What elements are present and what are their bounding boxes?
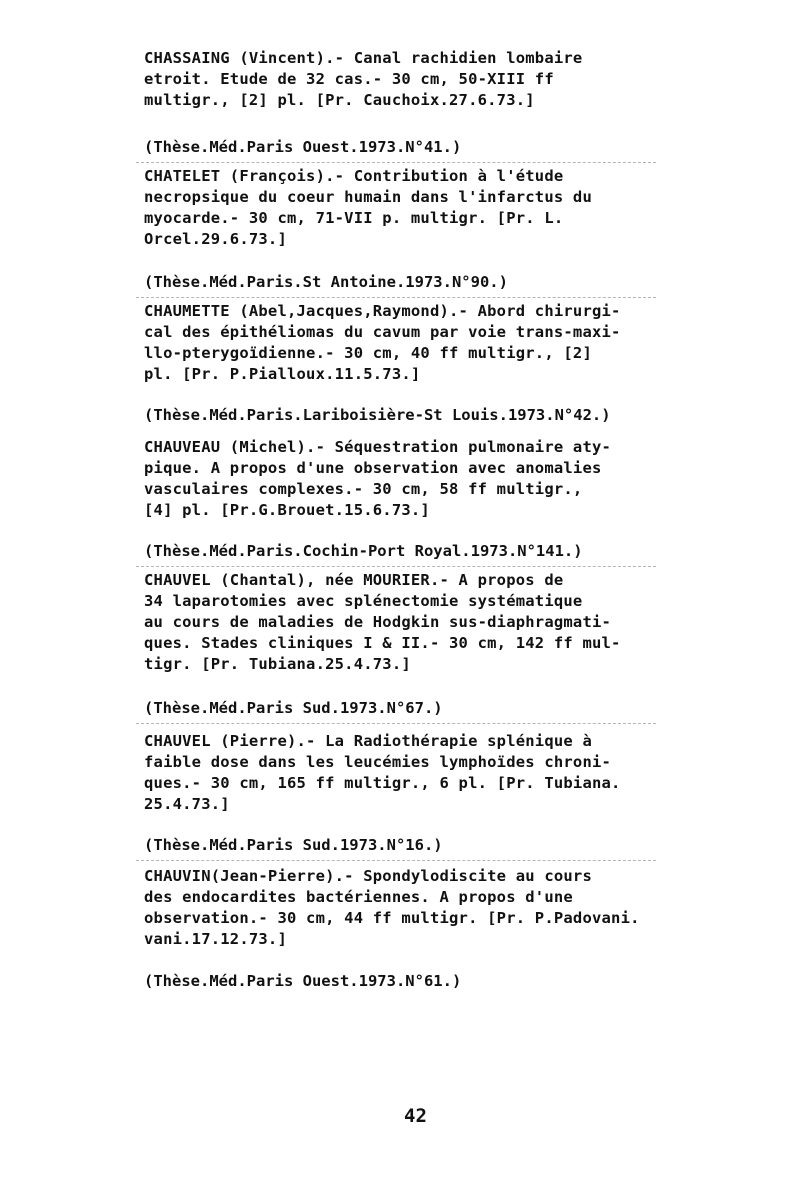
- entry-line: [4] pl. [Pr.G.Brouet.15.6.73.]: [144, 501, 430, 519]
- entry-line: ques.- 30 cm, 165 ff multigr., 6 pl. [Pr. Tubiana.: [144, 774, 621, 792]
- bibliography-entry: [144, 301, 664, 385]
- separator-rule: [136, 162, 656, 163]
- entry-line: etroit. Etude de 32 cas.- 30 cm, 50-XIII ff: [144, 70, 554, 88]
- separator-rule: [136, 297, 656, 298]
- bibliography-entry: [144, 48, 664, 111]
- entry-source: (Thèse.Méd.Paris Ouest.1973.N°41.): [144, 138, 462, 156]
- entry-line: CHAUVEAU (Michel).- Séquestration pulmonaire aty-: [144, 438, 612, 456]
- entry-line: tigr. [Pr. Tubiana.25.4.73.]: [144, 655, 411, 673]
- entry-line: myocarde.- 30 cm, 71-VII p. multigr. [Pr. L.: [144, 209, 564, 227]
- bibliography-entry: [144, 570, 664, 675]
- separator-rule: [136, 860, 656, 861]
- entry-line: faible dose dans les leucémies lymphoïdes chroni-: [144, 753, 612, 771]
- entry-line: vasculaires complexes.- 30 cm, 58 ff multigr.,: [144, 480, 583, 498]
- entry-line: des endocardites bactériennes. A propos d'une: [144, 888, 573, 906]
- entry-line: CHASSAING (Vincent).- Canal rachidien lombaire: [144, 49, 583, 67]
- entry-line: au cours de maladies de Hodgkin sus-diaphragmati-: [144, 613, 612, 631]
- separator-rule: [136, 723, 656, 724]
- entry-line: 34 laparotomies avec splénectomie systématique: [144, 592, 583, 610]
- entry-line: CHAUVEL (Pierre).- La Radiothérapie splénique à: [144, 732, 592, 750]
- entry-line: CHAUVEL (Chantal), née MOURIER.- A propos de: [144, 571, 564, 589]
- entry-line: pl. [Pr. P.Pialloux.11.5.73.]: [144, 365, 421, 383]
- page-number: 42: [404, 1105, 427, 1127]
- entry-line: CHATELET (François).- Contribution à l'étude: [144, 167, 564, 185]
- entry-line: ques. Stades cliniques I & II.- 30 cm, 142 ff mul-: [144, 634, 621, 652]
- entry-line: CHAUMETTE (Abel,Jacques,Raymond).- Abord chirurgi-: [144, 302, 621, 320]
- entry-line: multigr., [2] pl. [Pr. Cauchoix.27.6.73.]: [144, 91, 535, 109]
- bibliography-entry: [144, 166, 664, 250]
- entry-line: 25.4.73.]: [144, 795, 230, 813]
- bibliography-entry: [144, 731, 664, 815]
- bibliography-entry: [144, 437, 664, 521]
- entry-line: necropsique du coeur humain dans l'infarctus du: [144, 188, 592, 206]
- entry-source: (Thèse.Méd.Paris.Cochin-Port Royal.1973.N°141.): [144, 542, 583, 560]
- bibliography-entry: [144, 866, 664, 950]
- entry-source: (Thèse.Méd.Paris.St Antoine.1973.N°90.): [144, 273, 508, 291]
- separator-rule: [136, 566, 656, 567]
- entry-line: cal des épithéliomas du cavum par voie trans-maxi-: [144, 323, 621, 341]
- entry-line: pique. A propos d'une observation avec anomalies: [144, 459, 602, 477]
- entry-line: observation.- 30 cm, 44 ff multigr. [Pr. P.Padovani.: [144, 909, 640, 927]
- entry-source: (Thèse.Méd.Paris Sud.1973.N°16.): [144, 836, 443, 854]
- entry-source: (Thèse.Méd.Paris Sud.1973.N°67.): [144, 699, 443, 717]
- entry-line: Orcel.29.6.73.]: [144, 230, 287, 248]
- entry-source: (Thèse.Méd.Paris Ouest.1973.N°61.): [144, 972, 462, 990]
- entry-line: llo-pterygoïdienne.- 30 cm, 40 ff multigr., [2]: [144, 344, 592, 362]
- entry-line: CHAUVIN(Jean-Pierre).- Spondylodiscite au cours: [144, 867, 592, 885]
- entry-source: (Thèse.Méd.Paris.Lariboisière-St Louis.1973.N°42.): [144, 406, 611, 424]
- entry-line: vani.17.12.73.]: [144, 930, 287, 948]
